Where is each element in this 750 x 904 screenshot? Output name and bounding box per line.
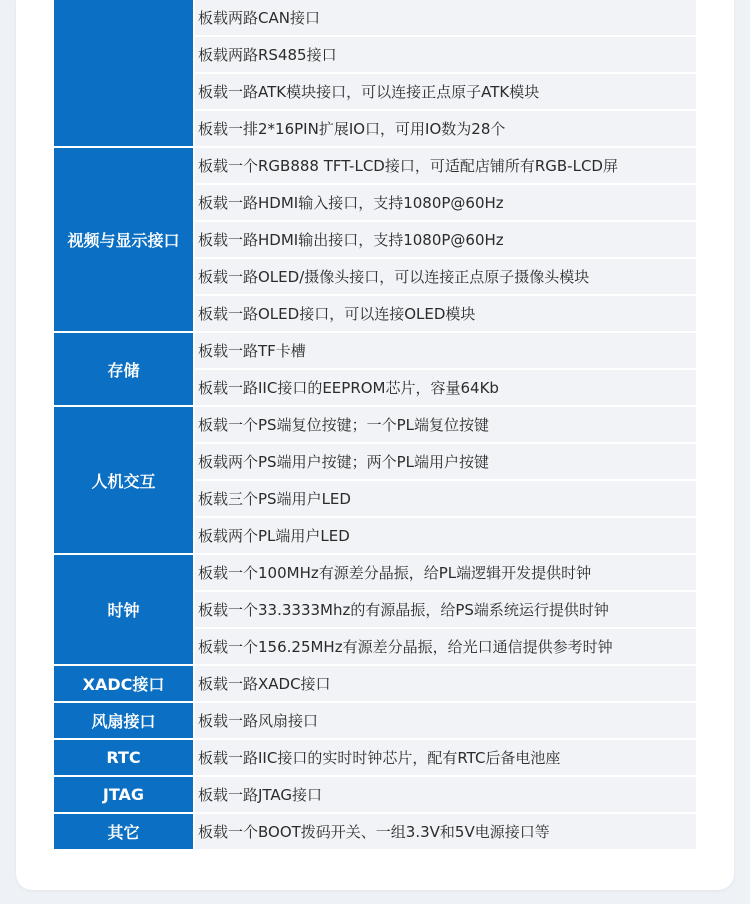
spec-group — [54, 407, 696, 555]
spec-row: 板载一路ATK模块接口，可以连接正点原子ATK模块 — [193, 74, 696, 111]
category-cell — [54, 0, 193, 148]
spec-row: 板载两路RS485接口 — [193, 37, 696, 74]
spec-group — [54, 814, 696, 851]
spec-row: 板载一路OLED/摄像头接口，可以连接正点原子摄像头模块 — [193, 259, 696, 296]
spec-row: 板载一路OLED接口，可以连接OLED模块 — [193, 296, 696, 333]
spec-group — [54, 333, 696, 407]
spec-row: 板载一路TF卡槽 — [193, 333, 696, 370]
category-cell: 时钟 — [54, 555, 193, 666]
spec-group — [54, 148, 696, 333]
spec-items — [193, 407, 696, 555]
spec-row: 板载一个33.3333Mhz的有源晶振，给PS端系统运行提供时钟 — [193, 592, 696, 629]
category-cell: 存储 — [54, 333, 193, 407]
spec-row: 板载两个PL端用户LED — [193, 518, 696, 555]
spec-row: 板载一路HDMI输入接口，支持1080P@60Hz — [193, 185, 696, 222]
spec-row: 板载一个PS端复位按键；一个PL端复位按键 — [193, 407, 696, 444]
spec-row: 板载一路JTAG接口 — [193, 777, 696, 814]
spec-row: 板载一个BOOT拨码开关、一组3.3V和5V电源接口等 — [193, 814, 696, 851]
spec-items — [193, 333, 696, 407]
category-cell: JTAG — [54, 777, 193, 814]
spec-items — [193, 814, 696, 851]
spec-row: 板载两个PS端用户按键；两个PL端用户按键 — [193, 444, 696, 481]
spec-row: 板载一路风扇接口 — [193, 703, 696, 740]
category-cell: 人机交互 — [54, 407, 193, 555]
category-cell: 其它 — [54, 814, 193, 851]
spec-row: 板载一路IIC接口的实时时钟芯片，配有RTC后备电池座 — [193, 740, 696, 777]
spec-group — [54, 777, 696, 814]
spec-row: 板载一个100MHz有源差分晶振，给PL端逻辑开发提供时钟 — [193, 555, 696, 592]
spec-row: 板载一个RGB888 TFT-LCD接口，可适配店铺所有RGB-LCD屏 — [193, 148, 696, 185]
category-cell: 风扇接口 — [54, 703, 193, 740]
category-cell: RTC — [54, 740, 193, 777]
spec-group — [54, 666, 696, 703]
spec-items — [193, 666, 696, 703]
spec-items — [193, 148, 696, 333]
spec-row: 板载一路HDMI输出接口，支持1080P@60Hz — [193, 222, 696, 259]
spec-row: 板载一个156.25MHz有源差分晶振，给光口通信提供参考时钟 — [193, 629, 696, 666]
category-cell: 视频与显示接口 — [54, 148, 193, 333]
spec-group — [54, 703, 696, 740]
spec-group — [54, 555, 696, 666]
spec-group — [54, 0, 696, 148]
spec-row: 板载一路XADC接口 — [193, 666, 696, 703]
spec-row: 板载两路CAN接口 — [193, 0, 696, 37]
spec-items — [193, 740, 696, 777]
category-cell: XADC接口 — [54, 666, 193, 703]
spec-items — [193, 777, 696, 814]
spec-row: 板载一排2*16PIN扩展IO口，可用IO数为28个 — [193, 111, 696, 148]
spec-table — [54, 0, 696, 851]
spec-row: 板载三个PS端用户LED — [193, 481, 696, 518]
spec-group — [54, 740, 696, 777]
spec-row: 板载一路IIC接口的EEPROM芯片，容量64Kb — [193, 370, 696, 407]
spec-items — [193, 0, 696, 148]
spec-items — [193, 555, 696, 666]
spec-items — [193, 703, 696, 740]
